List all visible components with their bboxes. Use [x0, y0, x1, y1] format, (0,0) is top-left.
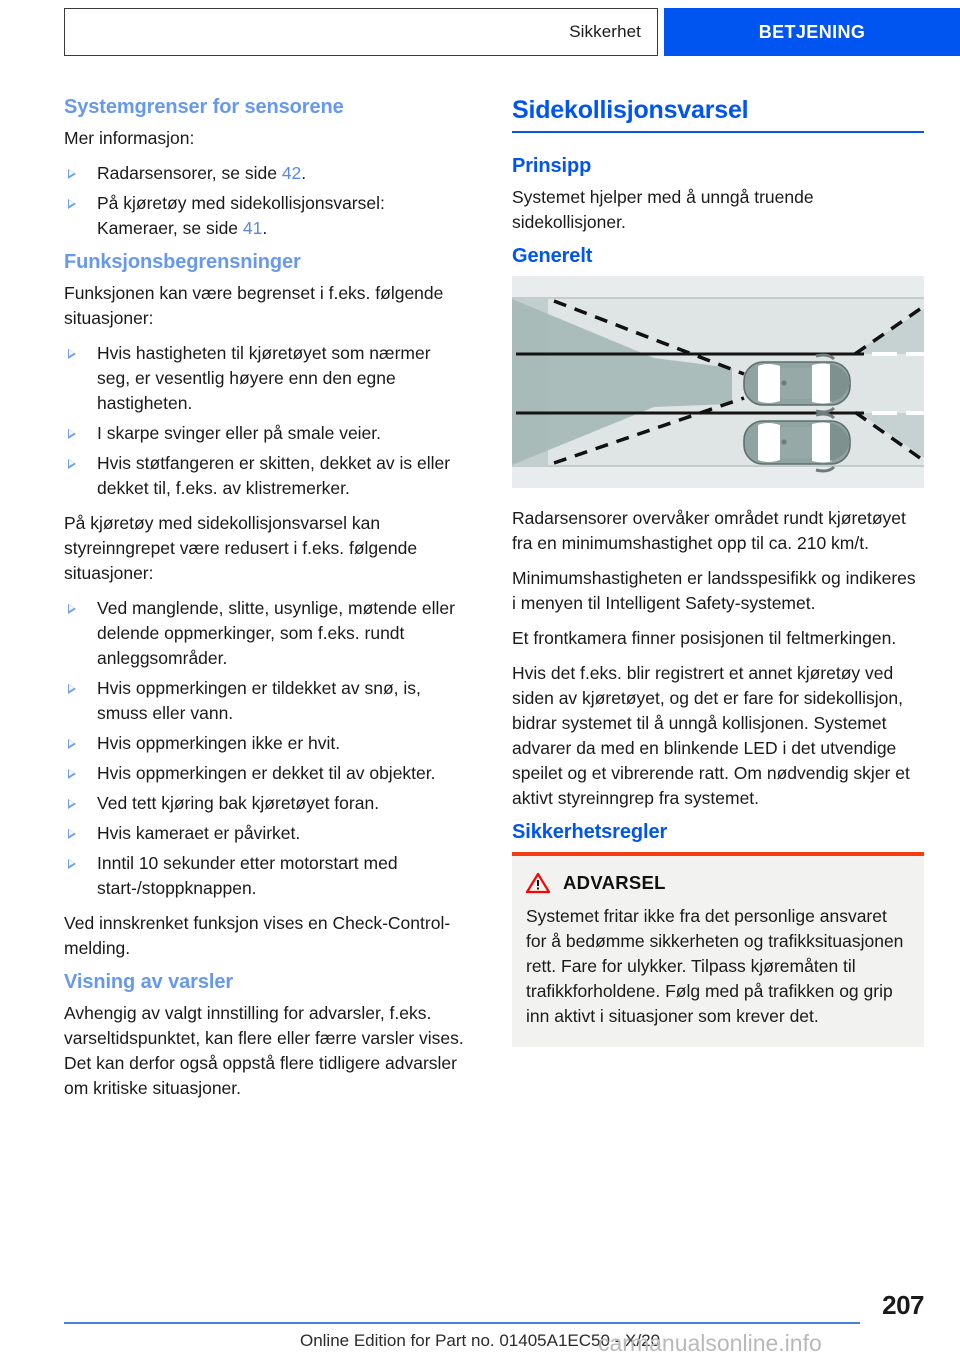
- list-item-text-before: På kjøretøy med sidekollisjonsvarsel: Kameraer, se side: [97, 193, 385, 238]
- list-item: [64, 731, 464, 756]
- check-control-note: Ved innskrenket funksjon vises en Check-Control-melding.: [64, 913, 451, 958]
- triangle-bullet-icon: [68, 769, 76, 779]
- list-item-text: Hvis hastigheten til kjøretøyet som nærmer seg, er vesentlig høyere enn den egne hastigheten.: [97, 343, 431, 413]
- heading-warning-display: Visning av varsler: [64, 971, 234, 993]
- section-tab-label: Sikkerhet: [569, 22, 641, 41]
- heading-principle: Prinsipp: [512, 155, 592, 177]
- chapter-tab[interactable]: [664, 8, 960, 56]
- triangle-bullet-icon: [68, 799, 76, 809]
- warning-title: ADVARSEL: [563, 872, 666, 893]
- general-paragraph: Et frontkamera finner posisjonen til feltmerkingen.: [512, 628, 897, 648]
- list-item: [64, 676, 464, 726]
- list-item-text: Ved manglende, slitte, usynlige, møtende eller delende oppmerkinger, som f.eks. rundt anleggsområder.: [97, 598, 455, 668]
- list-item-text-after: .: [301, 163, 307, 183]
- list-item: [64, 851, 464, 901]
- right-column: [512, 96, 924, 1101]
- page-title: Sidekollisjonsvarsel: [512, 96, 749, 124]
- list-item: [64, 821, 464, 846]
- list-item: [64, 761, 464, 786]
- function-limits-intro: Funksjonen kan være begrenset i f.eks. følgende situasjoner:: [64, 283, 444, 328]
- steering-limits-list: [64, 596, 464, 901]
- list-item-text: Ved tett kjøring bak kjøretøyet foran.: [97, 793, 380, 813]
- ego-vehicle-icon: [744, 355, 850, 412]
- general-paragraph: Radarsensorer overvåker området rundt kjøretøyet fra en minimumshastighet opp til ca. 210 km/t.: [512, 508, 906, 553]
- list-item: [64, 161, 464, 186]
- warning-header: [526, 872, 910, 894]
- triangle-bullet-icon: [68, 349, 76, 359]
- section-tab[interactable]: [64, 8, 658, 56]
- page-header: [64, 8, 960, 56]
- list-item: [64, 341, 464, 416]
- triangle-bullet-icon: [68, 739, 76, 749]
- list-item: [64, 596, 464, 671]
- list-item-text: Hvis kameraet er påvirket.: [97, 823, 301, 843]
- list-item-text: I skarpe svinger eller på smale veier.: [97, 423, 382, 443]
- list-item-text: Hvis støtfangeren er skitten, dekket av is eller dekket til, f.eks. av klistremerker.: [97, 453, 451, 498]
- title-divider: [512, 131, 924, 133]
- general-paragraph: Minimumshastigheten er landsspesifikk og indikeres i menyen til Intelligent Safety-systemet.: [512, 568, 916, 613]
- edition-line: Online Edition for Part no. 01405A1EC50 - X/20: [299, 1331, 661, 1350]
- page-number: 207: [882, 1290, 924, 1320]
- more-info-label: Mer informasjon:: [64, 128, 195, 148]
- warning-display-text: Avhengig av valgt innstilling for advarsler, f.eks. varseltidspunktet, kan flere eller færre varsler vises. Det kan derfor også oppstå flere tidligere advarsler om kritiske situasjoner.: [64, 1003, 464, 1098]
- page-reference[interactable]: 42: [281, 163, 302, 183]
- list-item-text: Inntil 10 sekunder etter motorstart med start-/stoppknappen.: [97, 853, 398, 898]
- list-item: [64, 791, 464, 816]
- list-item-text-after: .: [262, 218, 268, 238]
- list-item-text: Hvis oppmerkingen ikke er hvit.: [97, 733, 341, 753]
- triangle-bullet-icon: [68, 604, 76, 614]
- list-item: [64, 451, 464, 501]
- triangle-bullet-icon: [68, 199, 76, 209]
- footer-divider: [64, 1322, 860, 1324]
- list-item-text: Hvis oppmerkingen er tildekket av snø, is, smuss eller vann.: [97, 678, 421, 723]
- triangle-bullet-icon: [68, 859, 76, 869]
- triangle-bullet-icon: [68, 684, 76, 694]
- heading-sensor-limits: Systemgrenser for sensorene: [64, 96, 344, 118]
- adjacent-vehicle-icon: [744, 414, 850, 471]
- triangle-bullet-icon: [68, 829, 76, 839]
- heading-function-limits: Funksjonsbegrensninger: [64, 251, 301, 273]
- left-column: [64, 96, 464, 1101]
- watermark: carmanualsonline.info: [598, 1330, 822, 1356]
- function-limits-list: [64, 341, 464, 501]
- heading-safety-rules: Sikkerhetsregler: [512, 821, 668, 843]
- page-content: [64, 96, 924, 1101]
- list-item-text: Hvis oppmerkingen er dekket til av objekter.: [97, 763, 436, 783]
- heading-general: Generelt: [512, 245, 593, 267]
- triangle-bullet-icon: [68, 169, 76, 179]
- principle-text: Systemet hjelper med å unngå truende sidekollisjoner.: [512, 187, 814, 232]
- warning-triangle-icon: [526, 872, 550, 894]
- triangle-bullet-icon: [68, 459, 76, 469]
- lane-detection-illustration: [512, 276, 924, 488]
- warning-text: Systemet fritar ikke fra det personlige ansvaret for å bedømme sikkerheten og trafikksituasjonen rett. Fare for ulykker. Tilpass kjøremåten til trafikkforholdene. Følg med på trafikken og grip inn aktivt i situasjoner som krever det.: [526, 906, 904, 1026]
- triangle-bullet-icon: [68, 429, 76, 439]
- steering-intro: På kjøretøy med sidekollisjonsvarsel kan styreinngrepet være redusert i f.eks. følgende situasjoner:: [64, 513, 418, 583]
- page-reference[interactable]: 41: [242, 218, 263, 238]
- warning-box: [512, 852, 924, 1047]
- chapter-tab-label: BETJENING: [758, 21, 866, 42]
- general-paragraph: Hvis det f.eks. blir registrert et annet kjøretøy ved siden av kjøretøyet, og det er fare for sidekollisjon, bidrar systemet til å unngå kollisjonen. Systemet advarer da med en blinkende LED i det utvendige speilet og et vibrerende ratt. Om nødvendig skjer et aktivt styreinngrep fra systemet.: [512, 663, 910, 808]
- list-item: [64, 421, 464, 446]
- list-item-text-before: Radarsensorer, se side: [97, 163, 282, 183]
- illustration-svg: [512, 276, 924, 488]
- more-info-list: [64, 161, 464, 241]
- list-item: [64, 191, 464, 241]
